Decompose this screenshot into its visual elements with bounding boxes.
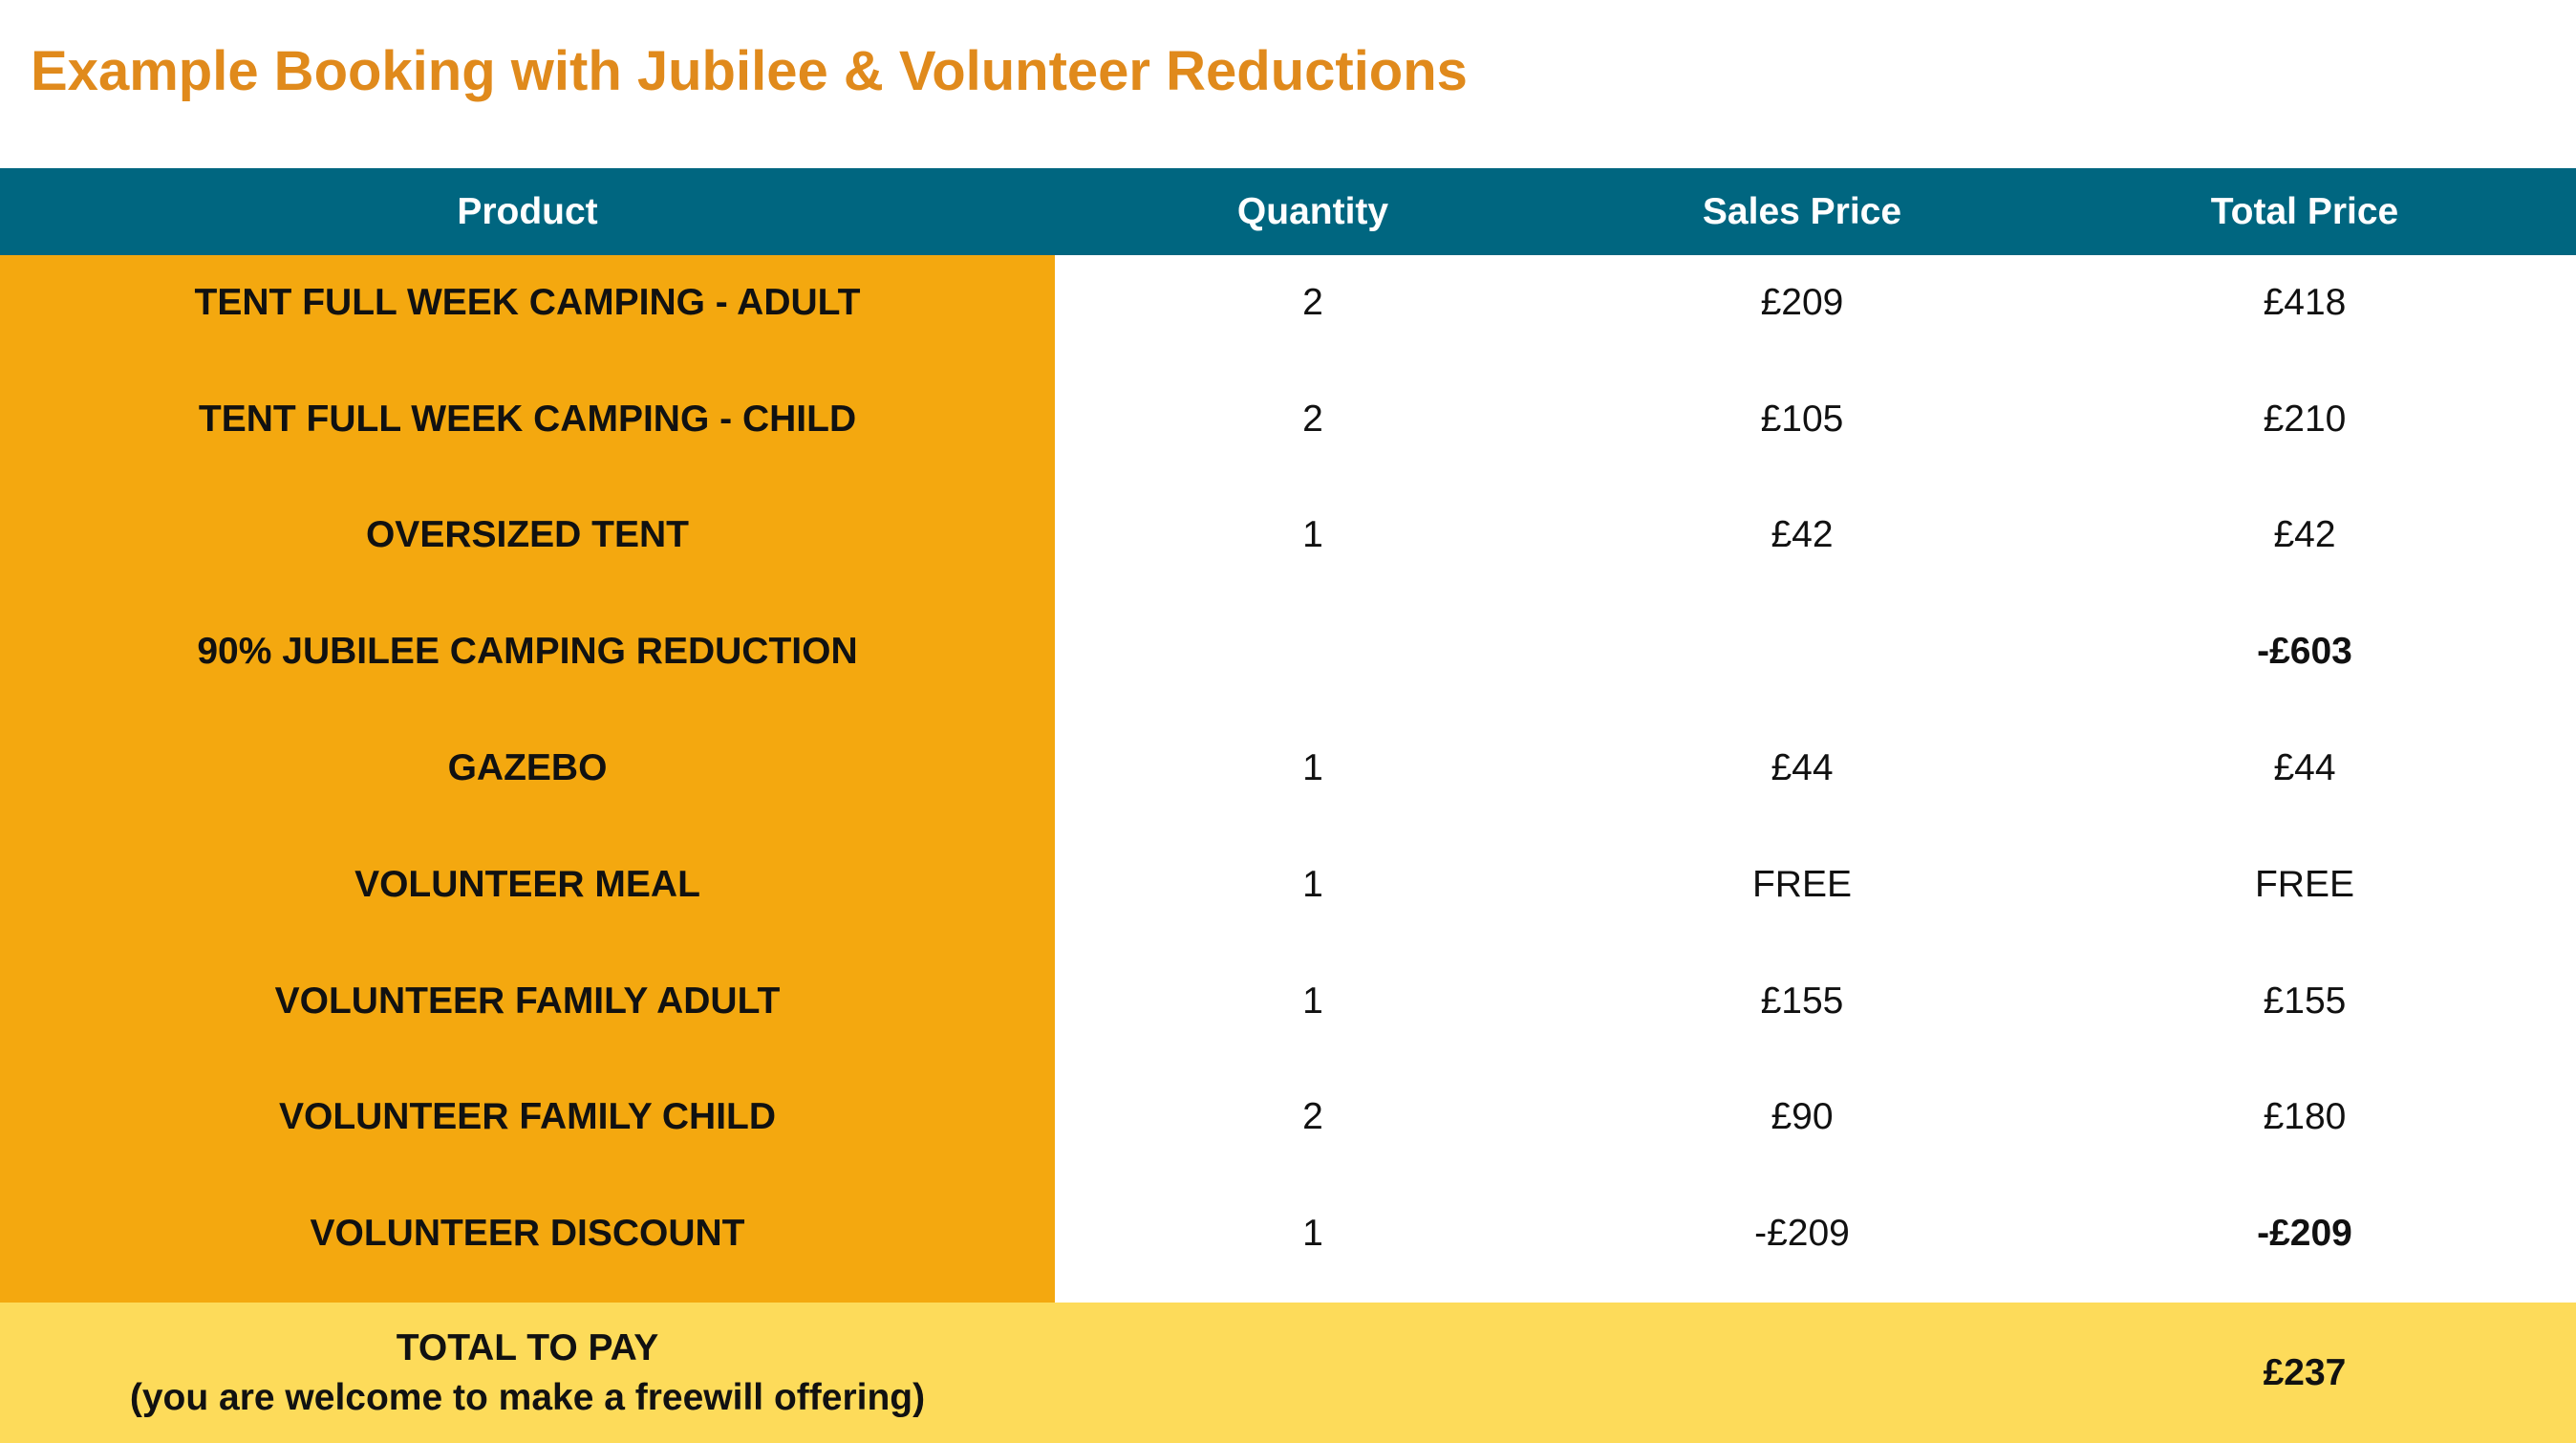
total-label-cell [0, 1303, 1055, 1443]
product-cell: VOLUNTEER FAMILY CHILD [0, 1070, 1055, 1187]
total-price-cell: -£603 [2257, 631, 2352, 673]
header-quantity: Quantity [1236, 190, 1389, 232]
product-cell: TENT FULL WEEK CAMPING - CHILD [0, 372, 1055, 488]
total-price-cell: £210 [2263, 398, 2347, 440]
table-row [0, 372, 2576, 488]
table-row [0, 721, 2576, 837]
product-cell: VOLUNTEER FAMILY ADULT [0, 954, 1055, 1070]
quantity-cell: 1 [1302, 980, 1323, 1022]
table-row [0, 255, 2576, 372]
sales-price-cell: £42 [1771, 514, 1834, 556]
total-price-cell: FREE [2254, 863, 2354, 905]
page-title: Example Booking with Jubilee & Volunteer Reductions [31, 40, 1468, 102]
total-note: (you are welcome to make a freewill offering) [129, 1376, 926, 1418]
product-cell: GAZEBO [0, 721, 1055, 837]
table-row [0, 488, 2576, 605]
table-row [0, 954, 2576, 1070]
quantity-cell: 1 [1302, 863, 1323, 905]
sales-price-cell: £105 [1760, 398, 1844, 440]
sales-price-cell [1571, 604, 2033, 721]
table-row [0, 604, 2576, 721]
total-sales-price-cell [1571, 1303, 2033, 1443]
sales-price-cell: £90 [1771, 1096, 1834, 1138]
booking-table [0, 168, 2576, 1443]
sales-price-cell: £209 [1760, 281, 1844, 323]
header-product: Product [457, 190, 598, 232]
total-price-cell: -£209 [2257, 1213, 2352, 1255]
table-row [0, 1070, 2576, 1187]
total-label: TOTAL TO PAY [396, 1326, 659, 1368]
table-header-row [0, 168, 2576, 255]
total-price-cell: £418 [2263, 281, 2347, 323]
quantity-cell: 2 [1302, 1096, 1323, 1138]
quantity-cell: 2 [1302, 281, 1323, 323]
product-cell: 90% JUBILEE CAMPING REDUCTION [0, 604, 1055, 721]
sales-price-cell: -£209 [1754, 1213, 1850, 1255]
sales-price-cell: £155 [1760, 980, 1844, 1022]
product-cell: TENT FULL WEEK CAMPING - ADULT [0, 255, 1055, 372]
table-row [0, 1186, 2576, 1303]
product-cell: OVERSIZED TENT [0, 488, 1055, 605]
quantity-cell: 2 [1302, 398, 1323, 440]
header-sales-price: Sales Price [1702, 190, 1902, 232]
total-amount: £237 [2263, 1351, 2347, 1393]
sales-price-cell: FREE [1751, 863, 1852, 905]
quantity-cell: 1 [1302, 1213, 1323, 1255]
total-quantity-cell [1055, 1303, 1571, 1443]
table-row [0, 837, 2576, 954]
total-price-cell: £42 [2273, 514, 2336, 556]
quantity-cell: 1 [1302, 514, 1323, 556]
quantity-cell: 1 [1302, 747, 1323, 789]
product-cell: VOLUNTEER DISCOUNT [0, 1186, 1055, 1303]
total-row [0, 1303, 2576, 1443]
total-price-cell: £180 [2263, 1096, 2347, 1138]
product-cell: VOLUNTEER MEAL [0, 837, 1055, 954]
quantity-cell [1055, 604, 1571, 721]
header-total-price: Total Price [2210, 190, 2399, 232]
sales-price-cell: £44 [1771, 747, 1834, 789]
total-price-cell: £155 [2263, 980, 2347, 1022]
total-price-cell: £44 [2273, 747, 2336, 789]
